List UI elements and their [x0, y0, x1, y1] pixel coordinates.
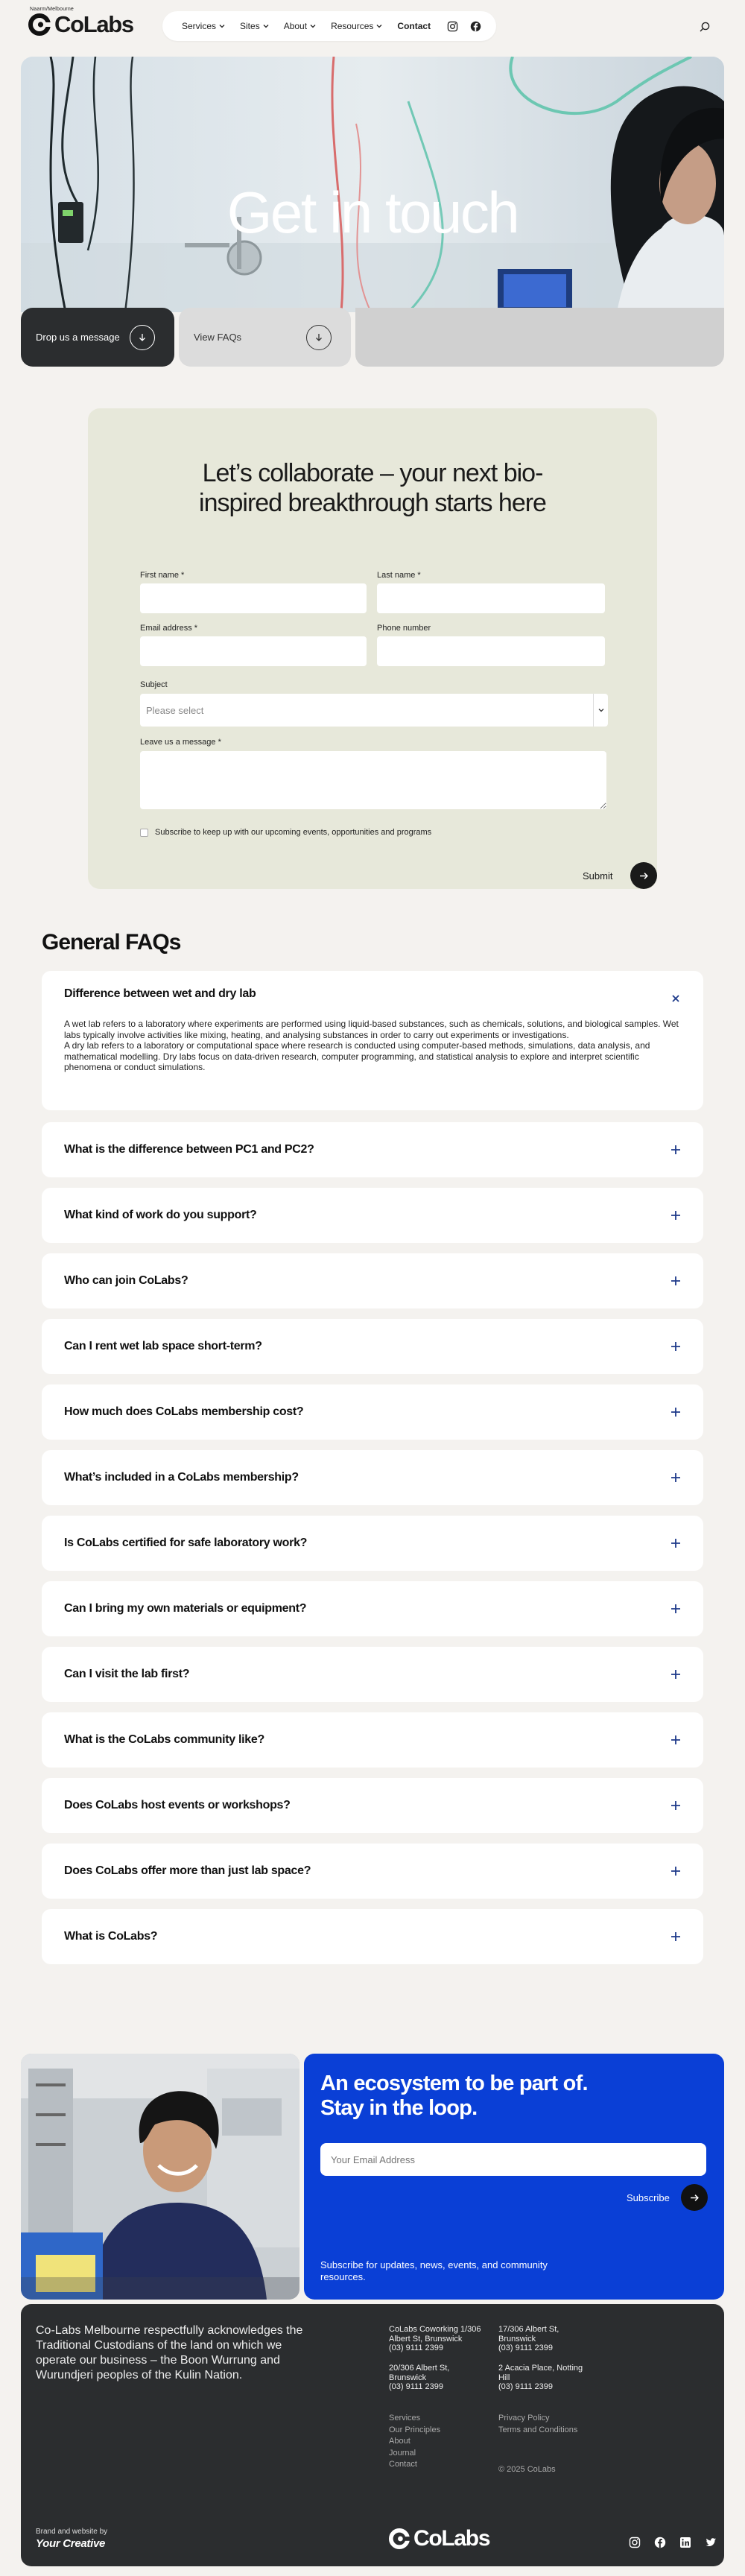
address-line: Albert St, Brunswick — [389, 2334, 463, 2344]
nav-social — [447, 21, 493, 32]
address-acacia-place — [498, 2364, 583, 2392]
plus-icon[interactable] — [670, 1538, 681, 1548]
footer-link-about[interactable]: About — [389, 2437, 410, 2446]
faq-question: Who can join CoLabs? — [64, 1274, 188, 1287]
subject-label: Subject — [140, 680, 168, 689]
land-acknowledgement: Co-Labs Melbourne respectfully acknowledges the Traditional Custodians of the land on which we operate our business – the Boon Wurrung and Wurundjeri peoples of the Kulin Nation. — [36, 2324, 303, 2382]
faq-question: Can I bring my own materials or equipment? — [64, 1602, 307, 1615]
faq-question: Can I visit the lab first? — [64, 1668, 190, 1680]
form-title — [88, 458, 657, 518]
faq-question: Difference between wet and dry lab — [64, 987, 256, 1000]
footer-logo-text: CoLabs — [413, 2526, 490, 2551]
faq-item[interactable] — [42, 1712, 703, 1768]
plus-icon[interactable] — [670, 1210, 681, 1221]
scientist-image — [21, 2054, 299, 2300]
nav-about-label: About — [283, 21, 308, 31]
nav-resources-label: Resources — [331, 21, 374, 31]
instagram-icon[interactable] — [629, 2537, 641, 2548]
address-20-albert — [389, 2364, 449, 2392]
faq-item[interactable] — [42, 1844, 703, 1899]
newsletter-subscribe-button[interactable] — [681, 2184, 708, 2211]
message-label: Leave us a message * — [140, 738, 221, 747]
plus-icon[interactable] — [670, 1669, 681, 1680]
faq-question: What is the difference between PC1 and PC2? — [64, 1143, 314, 1156]
newsletter-subscribe-label[interactable]: Subscribe — [627, 2192, 670, 2203]
email-label: Email address * — [140, 624, 198, 633]
logo[interactable] — [28, 7, 133, 36]
plus-icon[interactable] — [670, 1145, 681, 1155]
tab-drop-message-label: Drop us a message — [36, 332, 120, 343]
address-phone[interactable]: (03) 9111 2399 — [389, 2382, 443, 2391]
facebook-icon[interactable] — [470, 21, 481, 32]
chevron-down-icon — [219, 23, 225, 29]
site-footer — [21, 2304, 724, 2566]
contact-form — [88, 408, 657, 889]
site-header — [0, 0, 745, 52]
faq-closed-items — [42, 1122, 703, 1964]
facebook-icon[interactable] — [654, 2537, 666, 2548]
plus-icon[interactable] — [670, 1931, 681, 1942]
faq-answer — [64, 1019, 681, 1073]
arrow-down-circle-icon — [130, 325, 155, 350]
hero-tabs — [21, 308, 724, 367]
plus-icon[interactable] — [670, 1866, 681, 1876]
chevron-down-icon — [376, 23, 382, 29]
address-phone[interactable]: (03) 9111 2399 — [498, 2344, 553, 2352]
footer-link-principles[interactable]: Our Principles — [389, 2425, 441, 2434]
logo-location: Naarm/Melbourne — [30, 7, 74, 12]
footer-link-terms[interactable]: Terms and Conditions — [498, 2425, 578, 2434]
faq-item[interactable] — [42, 1450, 703, 1505]
hero-banner — [21, 57, 724, 312]
faq-item[interactable] — [42, 1581, 703, 1636]
faq-question: What kind of work do you support? — [64, 1209, 257, 1221]
arrow-right-icon — [639, 871, 649, 881]
tab-view-faqs-label: View FAQs — [194, 332, 242, 343]
faq-item[interactable] — [42, 1319, 703, 1374]
footer-links-main — [389, 2413, 440, 2471]
close-icon[interactable] — [670, 993, 681, 1004]
arrow-right-icon — [690, 2193, 700, 2203]
newsletter-footnote: Subscribe for updates, news, events, and community resources. — [320, 2259, 548, 2282]
newsletter-email-input[interactable] — [320, 2143, 706, 2176]
faq-item[interactable] — [42, 1647, 703, 1702]
tab-view-faqs[interactable] — [179, 308, 351, 367]
tab-drop-message[interactable] — [21, 308, 174, 367]
colabs-logo-icon — [28, 13, 51, 36]
form-title-line-2: inspired breakthrough starts here — [199, 489, 546, 517]
address-17-albert — [498, 2325, 559, 2353]
plus-icon[interactable] — [670, 1341, 681, 1352]
nav-about[interactable] — [284, 21, 316, 31]
message-textarea[interactable] — [140, 751, 606, 809]
plus-icon[interactable] — [670, 1407, 681, 1417]
faq-question: Does CoLabs offer more than just lab space? — [64, 1864, 311, 1877]
faq-item[interactable] — [42, 1188, 703, 1243]
email-input[interactable] — [140, 636, 367, 666]
search-button[interactable] — [695, 17, 714, 37]
footer-link-contact[interactable]: Contact — [389, 2460, 417, 2469]
faq-item[interactable] — [42, 1122, 703, 1177]
plus-icon[interactable] — [670, 1472, 681, 1483]
chevron-down-icon — [593, 694, 608, 727]
nav-resources[interactable] — [331, 21, 382, 31]
subscribe-checkbox-label: Subscribe to keep up with our upcoming events, opportunities and programs — [155, 828, 432, 837]
faq-answer-paragraph: A dry lab refers to a laboratory or computational space where research is conducted using computer-based methods, simulations, data analysis, and mathematical modelling. Dry labs focus on data-driven research, computer programming, and statistical analysis to explore and interpret scientific phenomena or conduct simulations. — [64, 1040, 650, 1072]
newsletter-title — [320, 2072, 588, 2121]
address-line: 2 Acacia Place, Notting — [498, 2364, 583, 2373]
faq-question: What is the CoLabs community like? — [64, 1733, 264, 1746]
address-phone[interactable]: (03) 9111 2399 — [498, 2382, 553, 2391]
nav-services-label: Services — [182, 21, 217, 31]
faq-item[interactable] — [42, 1909, 703, 1964]
faq-item[interactable] — [42, 1778, 703, 1833]
address-coworking — [389, 2325, 481, 2353]
footer-links-legal — [498, 2413, 577, 2436]
copyright: © 2025 CoLabs — [498, 2465, 556, 2474]
plus-icon[interactable] — [670, 1735, 681, 1745]
subscribe-checkbox[interactable] — [140, 829, 148, 837]
first-name-input[interactable] — [140, 583, 367, 613]
hero-title: Get in touch — [226, 180, 519, 245]
instagram-icon[interactable] — [447, 21, 458, 32]
submit-label[interactable]: Submit — [583, 870, 613, 882]
footer-logo[interactable] — [389, 2528, 489, 2550]
footer-link-privacy[interactable]: Privacy Policy — [498, 2414, 550, 2422]
address-line: CoLabs Coworking 1/306 — [389, 2325, 481, 2334]
faq-list — [42, 971, 703, 1975]
newsletter-title-line-2: Stay in the loop. — [320, 2096, 478, 2120]
faq-question: What is CoLabs? — [64, 1930, 158, 1943]
address-line: 20/306 Albert St, — [389, 2364, 450, 2373]
faq-item[interactable] — [42, 1253, 703, 1308]
address-line: 17/306 Albert St, — [498, 2325, 559, 2334]
main-nav — [162, 11, 496, 41]
faq-item-open[interactable] — [42, 971, 703, 1110]
footer-social — [629, 2537, 730, 2548]
plus-icon[interactable] — [670, 1276, 681, 1286]
newsletter-title-line-1: An ecosystem to be part of. — [320, 2072, 588, 2095]
newsletter-card — [304, 2054, 724, 2300]
address-phone[interactable]: (03) 9111 2399 — [389, 2344, 443, 2352]
brand-credit-agency[interactable]: Your Creative — [36, 2537, 106, 2550]
footer-link-services[interactable]: Services — [389, 2414, 421, 2422]
twitter-icon[interactable] — [705, 2537, 717, 2548]
nav-sites[interactable] — [240, 21, 269, 31]
chevron-down-icon — [263, 23, 269, 29]
faq-question: What’s included in a CoLabs membership? — [64, 1471, 299, 1484]
address-line: Brunswick — [389, 2373, 427, 2382]
last-name-input[interactable] — [377, 583, 605, 613]
brand-credit-label: Brand and website by — [36, 2528, 108, 2536]
colabs-logo-icon — [389, 2528, 410, 2549]
nav-sites-label: Sites — [240, 21, 260, 31]
phone-input[interactable] — [377, 636, 605, 666]
last-name-label: Last name * — [377, 571, 421, 580]
faq-question: How much does CoLabs membership cost? — [64, 1405, 304, 1418]
form-title-line-1: Let’s collaborate – your next bio- — [202, 459, 543, 487]
address-line: Brunswick — [498, 2334, 536, 2344]
faq-question: Can I rent wet lab space short-term? — [64, 1340, 262, 1352]
plus-icon[interactable] — [670, 1800, 681, 1811]
first-name-label: First name * — [140, 571, 185, 580]
logo-text: CoLabs — [54, 11, 133, 37]
subject-select[interactable] — [140, 694, 608, 727]
submit-button[interactable] — [630, 862, 657, 889]
nav-contact[interactable]: Contact — [397, 21, 431, 31]
hero-tab-spacer — [355, 308, 724, 367]
search-icon — [699, 21, 711, 33]
faq-item[interactable] — [42, 1384, 703, 1440]
footer-link-journal[interactable]: Journal — [389, 2448, 416, 2458]
plus-icon[interactable] — [670, 1604, 681, 1614]
linkedin-icon[interactable] — [679, 2537, 691, 2548]
phone-label: Phone number — [377, 624, 431, 633]
nav-services[interactable] — [182, 21, 225, 31]
address-line: Hill — [498, 2373, 510, 2382]
faq-question: Does CoLabs host events or workshops? — [64, 1799, 291, 1811]
faq-answer-paragraph: A wet lab refers to a laboratory where experiments are performed using liquid-based substances, such as chemicals, solutions, and biological samples. Wet labs typically involve activities like mixing, heating, and analysing substances in order to carry out experiments or investigations. — [64, 1019, 679, 1040]
faq-item[interactable] — [42, 1516, 703, 1571]
faq-heading: General FAQs — [42, 930, 181, 955]
faq-question: Is CoLabs certified for safe laboratory work? — [64, 1537, 308, 1549]
scientist-photo — [21, 2054, 299, 2300]
chevron-down-icon — [310, 23, 316, 29]
arrow-down-circle-icon — [306, 325, 332, 350]
subject-select-value: Please select — [146, 704, 204, 716]
